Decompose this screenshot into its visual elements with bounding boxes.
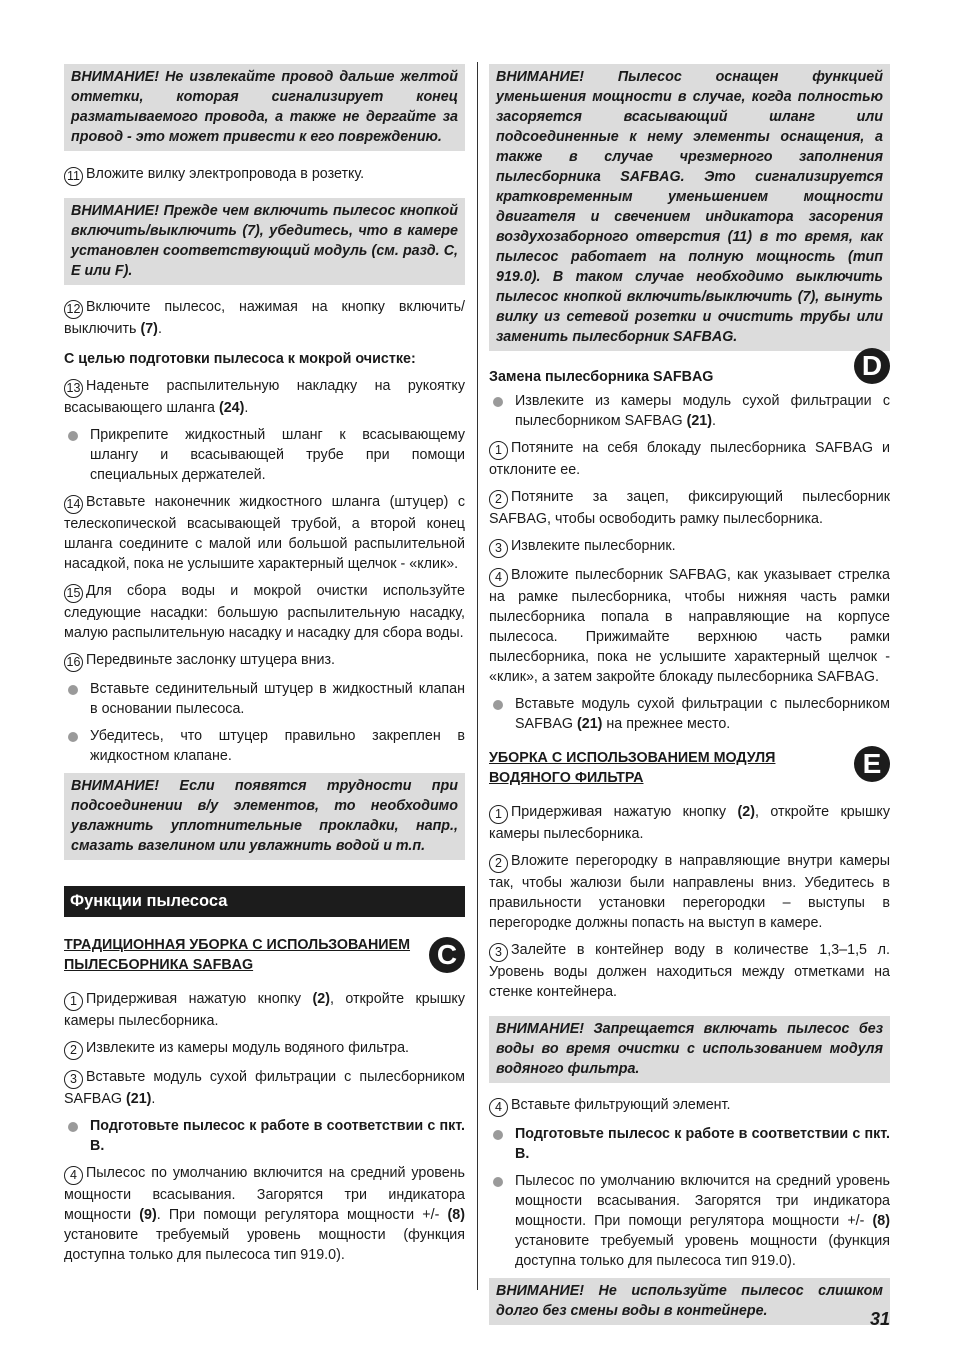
section-letter-c: C [429, 937, 465, 973]
step-14: 14 Вставьте наконечник жидкостного шланга (штуцер) с телескопической всасывающей трубой, а второй конец шланга соедините с малой или большой распылительной насадкой, пока не услышите характерный щелчок - «клик». [64, 494, 465, 572]
step-number: 2 [64, 1041, 83, 1060]
step-number: 16 [64, 653, 83, 672]
bullet-item: Вставьте модуль сухой фильтрации с пылесборником SAFBAG (21) на прежнее место. [489, 694, 890, 734]
step-d4: 4 Вложите пылесборник SAFBAG, как указывает стрелка на рамке пылесборника, чтобы нижняя часть рамки пылесборника попала в направляющие на корпусе пылесоса. Прижимайте верхнюю часть рамки пылесборника, пока не услышите характерный щелчок - «клик», а затем закройте блокаду пылесборника SAFBAG. [489, 567, 890, 685]
step-c3: 3 Вставьте модуль сухой фильтрации с пылесборником SAFBAG (21). [64, 1069, 465, 1107]
section-letter-e: E [854, 746, 890, 782]
page-number: 31 [869, 1309, 890, 1329]
warning-box: ВНИМАНИЕ! Не извлекайте провод дальше желтой отметки, которая сигнализирует конец разматываемого провода, а также не дергайте за провод - это может привести к его повреждению. [64, 64, 465, 151]
right-column [489, 64, 890, 1337]
warning-box: ВНИМАНИЕ! Не используйте пылесос слишком долго без смены воды в контейнере. [489, 1278, 890, 1325]
step-number: 2 [489, 854, 508, 873]
step-13: 13 Наденьте распылительную накладку на рукоятку всасывающего шланга (24). [64, 378, 465, 416]
step-12: 12 Включите пылесос, нажимая на кнопку включить/выключить (7). [64, 299, 465, 337]
bullet-item: Убедитесь, что штуцер правильно закреплен в жидкостном клапане. [64, 726, 465, 766]
step-number: 12 [64, 300, 83, 319]
warning-box: ВНИМАНИЕ! Запрещается включать пылесос без воды во время очистки с использованием модуля водяного фильтра. [489, 1016, 890, 1083]
bullet-item: Извлеките из камеры модуль сухой фильтрации с пылесборником SAFBAG (21). [489, 391, 890, 431]
step-number: 15 [64, 584, 83, 603]
bullet-item: Вставьте сединительный штуцер в жидкостный клапан в основании пылесоса. [64, 679, 465, 719]
section-e-heading: УБОРКА С ИСПОЛЬЗОВАНИЕМ МОДУЛЯ ВОДЯНОГО ФИЛЬТРА E [489, 748, 890, 788]
warning-box: ВНИМАНИЕ! Если появятся трудности при подсоединении в/у элементов, то необходимо увлажнить уплотнительные прокладки, напр., смазать вазелином или увлажнить водой и т.п. [64, 773, 465, 860]
step-16: 16 Передвиньте заслонку штуцера вниз. [64, 650, 465, 672]
step-d1: 1 Потяните на себя блокаду пылесборника SAFBAG и отклоните ее. [489, 440, 890, 478]
step-c1: 1 Придерживая нажатую кнопку (2), откройте крышку камеры пылесборника. [64, 991, 465, 1029]
step-c4: 4 Пылесос по умолчанию включится на средний уровень мощности всасывания. Загорятся три индикатора мощности (9). При помощи регулятора мощности +/- (8) установите требуемый уровень мощности (функция доступна только для пылесоса тип 919.0). [64, 1165, 465, 1263]
step-number: 4 [489, 1098, 508, 1117]
step-number: 13 [64, 379, 83, 398]
column-divider [477, 62, 478, 1290]
warning-box: ВНИМАНИЕ! Прежде чем включить пылесос кнопкой включить/выключить (7), убедитесь, что в камере установлен соответствующий модуль (см. разд. C, E или F). [64, 198, 465, 285]
step-number: 4 [489, 568, 508, 587]
step-d3: 3 Извлеките пылесборник. [489, 536, 890, 558]
bullet-item: Пылесос по умолчанию включится на средний уровень мощности всасывания. Загорятся три индикатора мощности. При помощи регулятора мощности +/- (8) установите требуемый уровень мощности (функция доступна только для пылесоса тип 919.0). [489, 1171, 890, 1271]
section-d-heading: Замена пылесборника SAFBAG D [489, 367, 890, 387]
step-number: 2 [489, 490, 508, 509]
step-e3: 3 Залейте в контейнер воду в количестве 1,3–1,5 л. Уровень воды должен находиться между отметками на стенке контейнера. [489, 942, 890, 1000]
section-title-bar: Функции пылесоса [64, 886, 465, 917]
section-c-heading: ТРАДИЦИОННАЯ УБОРКА С ИСПОЛЬЗОВАНИЕМ ПЫЛЕСБОРНИКА SAFBAG C [64, 935, 465, 975]
bullet-item: Прикрепите жидкостный шланг к всасывающему шлангу и всасывающей трубе при помощи специальных держателей. [64, 425, 465, 485]
section-letter-d: D [854, 348, 890, 384]
step-number: 3 [489, 539, 508, 558]
step-e1: 1 Придерживая нажатую кнопку (2), откройте крышку камеры пылесборника. [489, 804, 890, 842]
step-e2: 2 Вложите перегородку в направляющие внутри камеры так, чтобы жалюзи были направлены вниз. Убедитесь в правильности установки перегородки – выступы в перегородке должны попасть на выступ в камере. [489, 853, 890, 931]
bullet-item: Подготовьте пылесос к работе в соответствии с пкт. B. [64, 1116, 465, 1156]
step-number: 1 [489, 805, 508, 824]
step-15: 15 Для сбора воды и мокрой очистки используйте следующие насадки: большую распылительную насадку, малую распылительную насадку и насадку для сбора воды. [64, 583, 465, 641]
step-number: 3 [489, 943, 508, 962]
step-number: 3 [64, 1070, 83, 1089]
bullet-item: Подготовьте пылесос к работе в соответствии с пкт. B. [489, 1124, 890, 1164]
step-c2: 2 Извлеките из камеры модуль водяного фильтра. [64, 1038, 465, 1060]
step-number: 4 [64, 1166, 83, 1185]
step-11: 11 Вложите вилку электропровода в розетку. [64, 164, 465, 186]
step-e4: 4 Вставьте фильтрующий элемент. [489, 1095, 890, 1117]
step-number: 1 [64, 992, 83, 1011]
left-column [64, 64, 465, 1272]
step-d2: 2 Потяните за зацеп, фиксирующий пылесборник SAFBAG, чтобы освободить рамку пылесборника. [489, 489, 890, 527]
step-number: 1 [489, 441, 508, 460]
step-number: 14 [64, 495, 83, 514]
step-number: 11 [64, 167, 83, 186]
warning-box: ВНИМАНИЕ! Пылесос оснащен функцией уменьшения мощности в случае, когда полностью засоряется всасывающий шланг или подсоединенные к нему элементы оснащения, а также в случае чрезмерного заполнения пылесборника SAFBAG. Это сигнализируется кратковременным уменьшением мощности двигателя и свечением индикатора засорения воздухозаборного отверстия (11) в то время, как пылесос работает на полную мощность (тип 919.0). В таком случае необходимо выключить пылесос кнопкой включить/выключить (7), вынуть вилку из сетевой розетки и очистить трубы или заменить пылесборник SAFBAG. [489, 64, 890, 351]
wet-cleaning-heading: С целью подготовки пылесоса к мокрой очистке: [64, 351, 416, 367]
